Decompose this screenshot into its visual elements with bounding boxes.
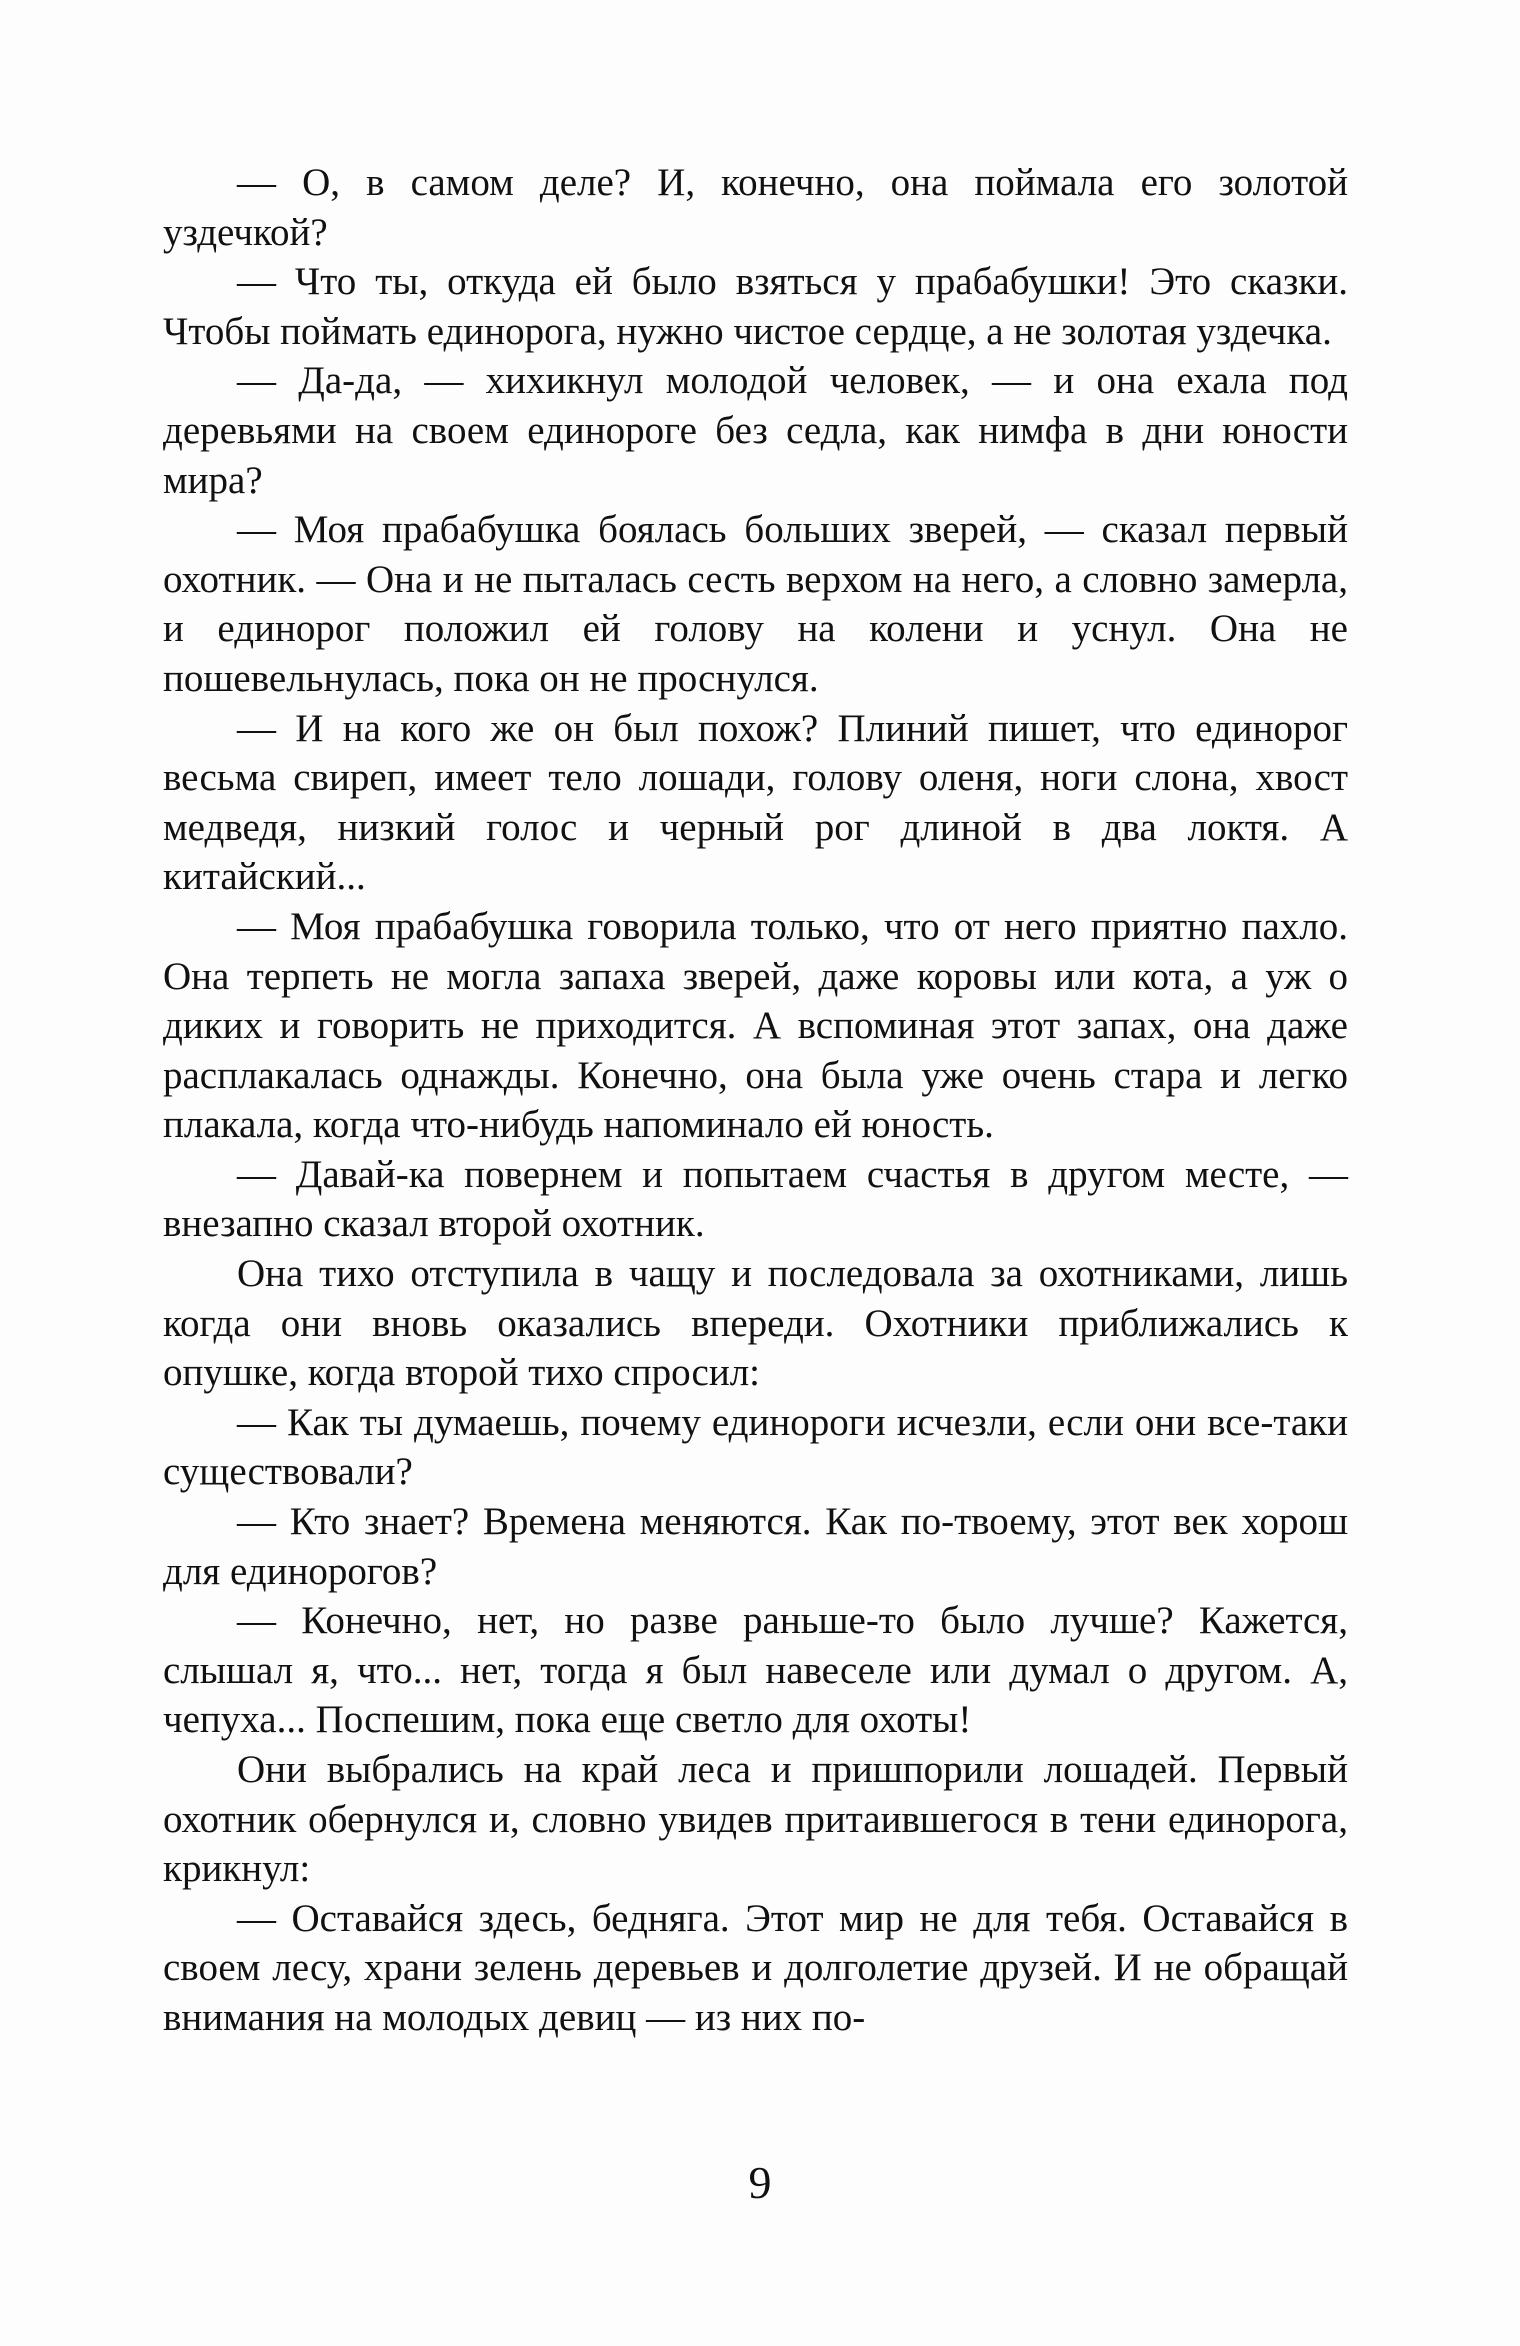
page-body-text [163, 158, 1348, 2043]
paragraph: — Как ты думаешь, почему единороги исчезли, если они все-таки существовали? [163, 1400, 1348, 1494]
paragraph: — И на кого же он был похож? Плиний пишет, что единорог весьма свиреп, имеет тело лошади, голову оленя, ноги слона, хвост медведя, низкий голос и черный рог длиной в два локтя. А китайский... [163, 706, 1348, 899]
paragraph: Она тихо отступила в чащу и последовала за охотниками, лишь когда они вновь оказались впереди. Охотники приближались к опушке, когда второй тихо спросил: [163, 1252, 1348, 1395]
paragraph: — О, в самом деле? И, конечно, она поймала его золотой уздечкой? [163, 161, 1348, 254]
paragraph: — Оставайся здесь, бедняга. Этот мир не для тебя. Оставайся в своем лесу, храни зелень деревьев и долголетие друзей. И не обращай внимания на молодых девиц — из них по- [163, 1896, 1348, 2039]
paragraph: Они выбрались на край леса и пришпорили лошадей. Первый охотник обернулся и, словно увидев притаившегося в тени единорога, крикнул: [163, 1748, 1348, 1891]
paragraph: — Давай-ка повернем и попытаем счастья в другом месте, — внезапно сказал второй охотник. [163, 1152, 1348, 1246]
page-number: 9 [748, 2157, 772, 2208]
paragraph: — Моя прабабушка боялась больших зверей, — сказал первый охотник. — Она и не пыталась сесть верхом на него, а словно замерла, и единорог положил ей голову на колени и уснул. Она не пошевельнулась, пока он не проснулся. [163, 508, 1348, 700]
paragraph: — Да-да, — хихикнул молодой человек, — и она ехала под деревьями на своем единороге без седла, как нимфа в дни юности мира? [163, 359, 1348, 502]
paragraph: — Конечно, нет, но разве раньше-то было лучше? Кажется, слышал я, что... нет, тогда я был навеселе или думал о другом. А, чепуха... Поспешим, пока еще светло для охоты! [163, 1599, 1348, 1742]
paragraph: — Моя прабабушка говорила только, что от него приятно пахло. Она терпеть не могла запаха зверей, даже коровы или кота, а уж о диких и говорить не приходится. А вспоминая этот запах, она даже расплакалась однажды. Конечно, она была уже очень стара и легко плакала, когда что-нибудь напоминало ей юность. [163, 904, 1348, 1147]
paragraph: — Что ты, откуда ей было взяться у прабабушки! Это сказки. Чтобы поймать единорога, нужно чистое сердце, а не золотая уздечка. [163, 260, 1348, 353]
paragraph: — Кто знает? Времена меняются. Как по-твоему, этот век хорош для единорогов? [163, 1500, 1348, 1593]
